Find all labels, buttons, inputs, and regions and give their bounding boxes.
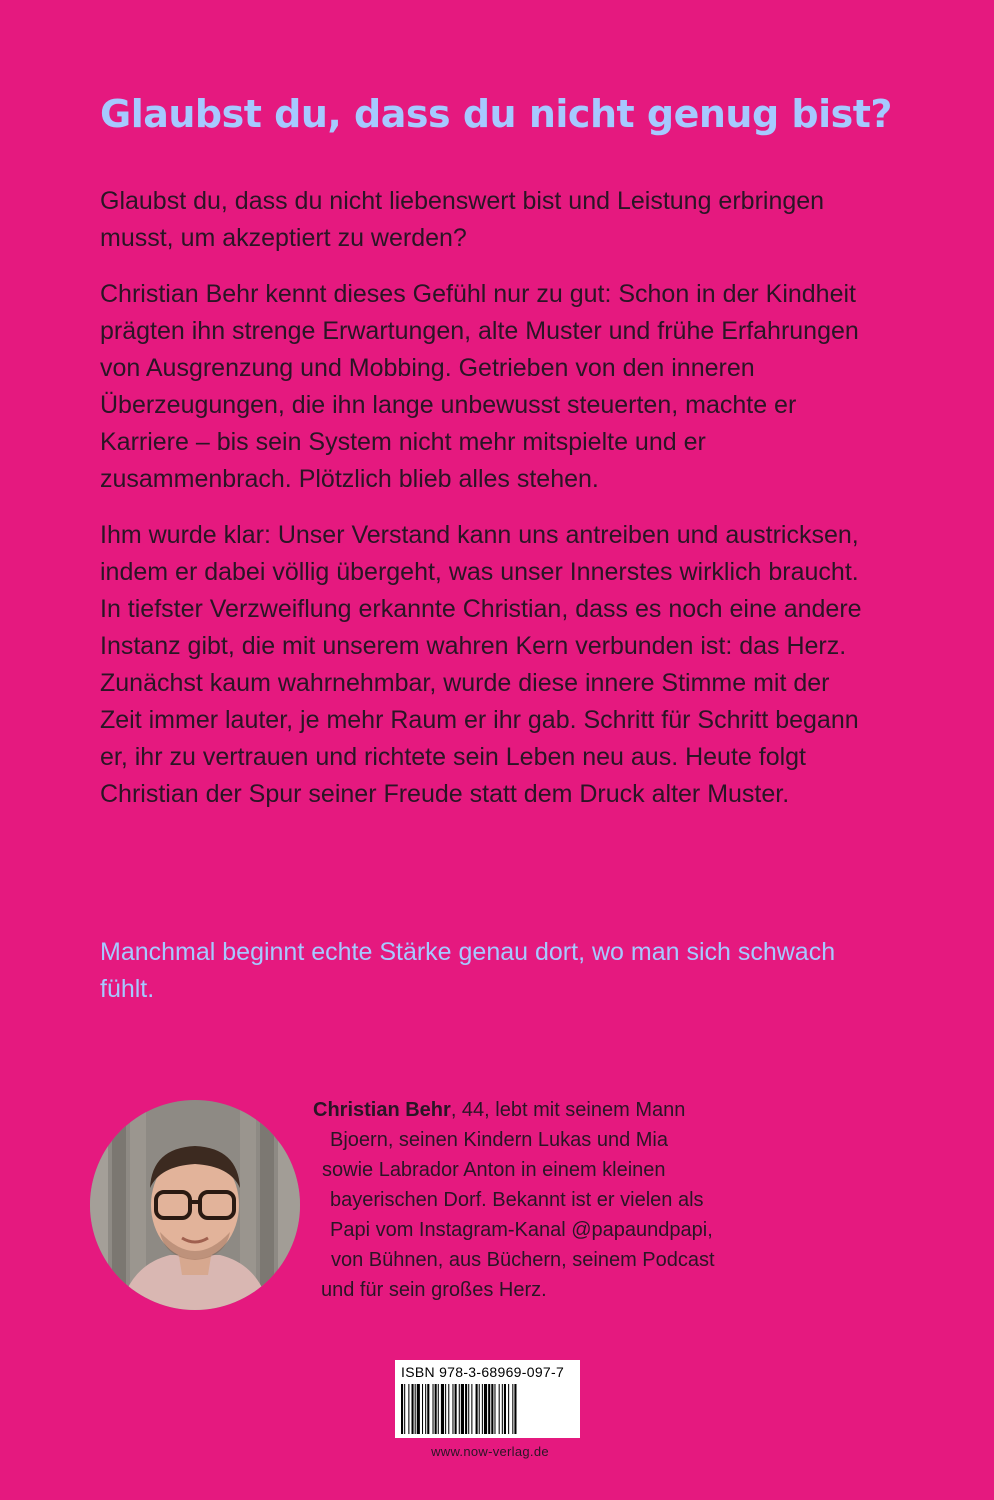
bio-line: Bjoern, seinen Kindern Lukas und Mia — [330, 1129, 668, 1151]
headline: Glaubst du, dass du nicht genug bist? — [100, 92, 892, 136]
blurb — [100, 183, 870, 832]
isbn-barcode — [395, 1360, 580, 1438]
author-name: Christian Behr — [313, 1099, 451, 1121]
blurb-paragraph: Christian Behr kennt dieses Gefühl nur zu gut: Schon in der Kindheit prägten ihn strenge Erwartungen, alte Muster und frühe Erfahrungen von Ausgrenzung und Mobbing. Getrieben von den inneren Überzeugungen, die ihn lange unbewusst steuerten, machte er Karriere – bis sein System nicht mehr mitspielte und er zusammenbrach. Plötzlich blieb alles stehen. — [100, 280, 859, 493]
bio-line: von Bühnen, aus Büchern, seinem Podcast — [331, 1249, 715, 1271]
closing-quote: Manchmal beginnt echte Stärke genau dort, wo man sich schwach fühlt. — [100, 938, 836, 1003]
blurb-paragraph: Ihm wurde klar: Unser Verstand kann uns antreiben und austricksen, indem er dabei völlig übergeht, was unser Innerstes wirklich braucht. In tiefster Verzweiflung erkannte Christian, dass es noch eine andere Instanz gibt, die mit unserem wahren Kern verbunden ist: das Herz. Zunächst kaum wahrnehmbar, wurde diese innere Stimme mit der Zeit immer lauter, je mehr Raum er ihr gab. Schritt für Schritt begann er, ihr zu vertrauen und richtete sein Leben neu aus. Heute folgt Christian der Spur seiner Freude statt dem Druck alter Muster. — [100, 521, 862, 808]
bio-line: bayerischen Dorf. Bekannt ist er vielen als — [330, 1189, 704, 1211]
bio-line: und für sein großes Herz. — [321, 1279, 547, 1301]
bio-line: sowie Labrador Anton in einem kleinen — [322, 1159, 666, 1181]
bio-line: Christian Behr, 44, lebt mit seinem Mann — [313, 1099, 686, 1121]
author-photo — [90, 1100, 300, 1310]
publisher-website: www.now-verlag.de — [431, 1444, 549, 1459]
blurb-paragraph: Glaubst du, dass du nicht liebenswert bist und Leistung erbringen musst, um akzeptiert zu werden? — [100, 187, 825, 252]
bio-line: Papi vom Instagram-Kanal @papaundpapi, — [330, 1219, 713, 1241]
isbn-number: ISBN 978-3-68969-097-7 — [401, 1364, 565, 1380]
barcode-bars — [401, 1384, 574, 1434]
